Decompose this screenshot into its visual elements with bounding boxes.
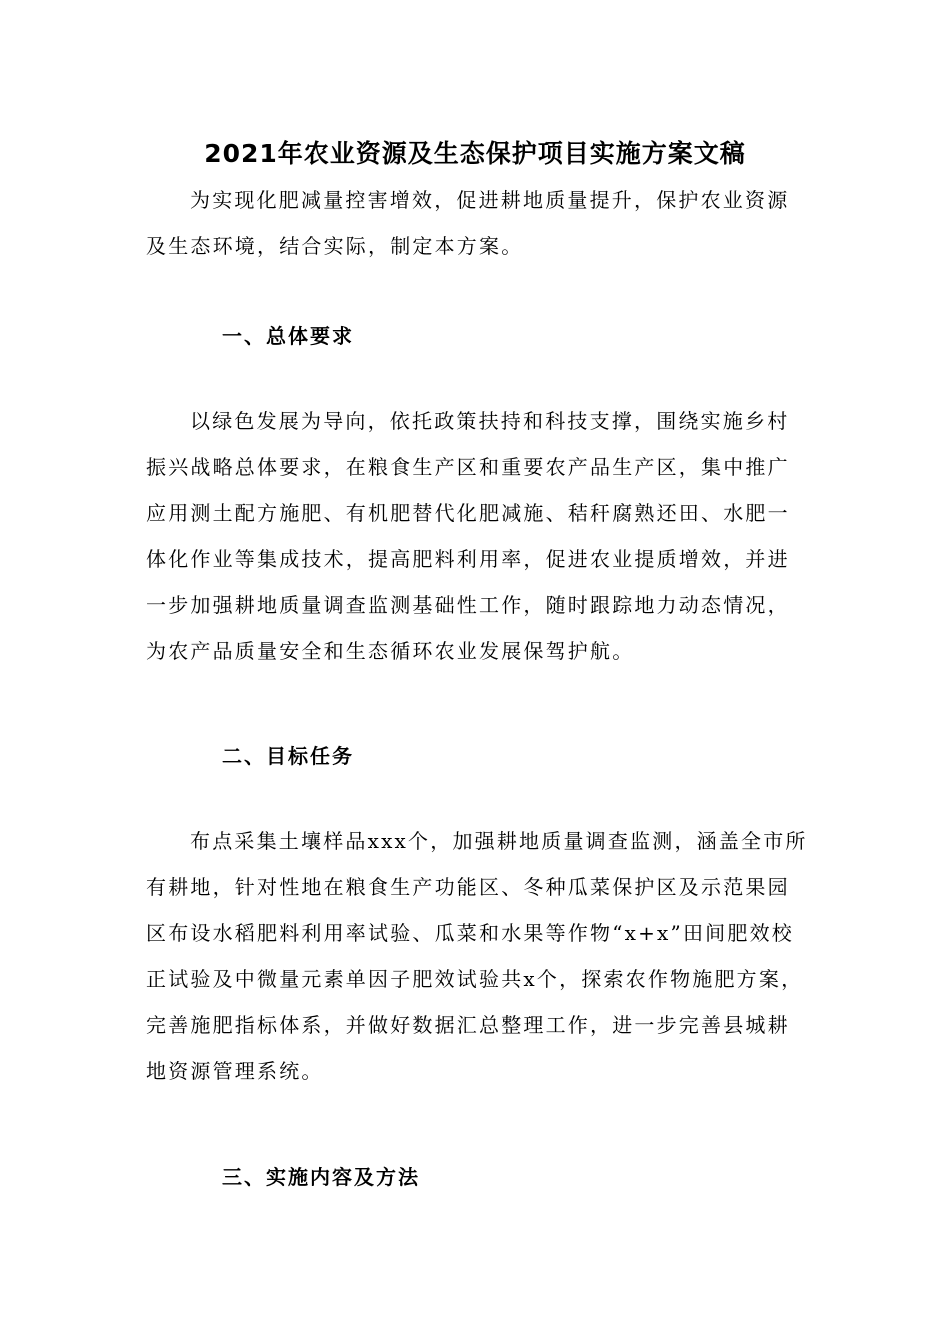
intro-paragraph: 为实现化肥减量控害增效，促进耕地质量提升，保护农业资源及生态环境，结合实际，制定本方案。 [146,188,790,258]
section-body-target-tasks: 布点采集土壤样品xxx个，加强耕地质量调查监测，涵盖全市所有耕地，针对性地在粮食生产功能区、冬种瓜菜保护区及示范果园区布设水稻肥料利用率试验、瓜菜和水果等作物“x+x”田间肥效校正试验及中微量元素单因子肥效试验共x个，探索农作物施肥方案，完善施肥指标体系，并做好数据汇总整理工作，进一步完善县城耕地资源管理系统。 [146,829,808,1083]
section-heading-general-requirements: 一、总体要求 [222,324,354,348]
section-body-general-requirements: 以绿色发展为导向，依托政策扶持和科技支撑，围绕实施乡村振兴战略总体要求，在粮食生产区和重要农产品生产区，集中推广应用测土配方施肥、有机肥替代化肥减施、秸秆腐熟还田、水肥一体化作业等集成技术，提高肥料利用率，促进农业提质增效，并进一步加强耕地质量调查监测基础性工作，随时跟踪地力动态情况，为农产品质量安全和生态循环农业发展保驾护航。 [146,409,790,663]
section-heading-target-tasks: 二、目标任务 [222,744,354,768]
document-title: 2021年农业资源及生态保护项目实施方案文稿 [204,139,746,168]
section-heading-implementation: 三、实施内容及方法 [222,1165,420,1189]
